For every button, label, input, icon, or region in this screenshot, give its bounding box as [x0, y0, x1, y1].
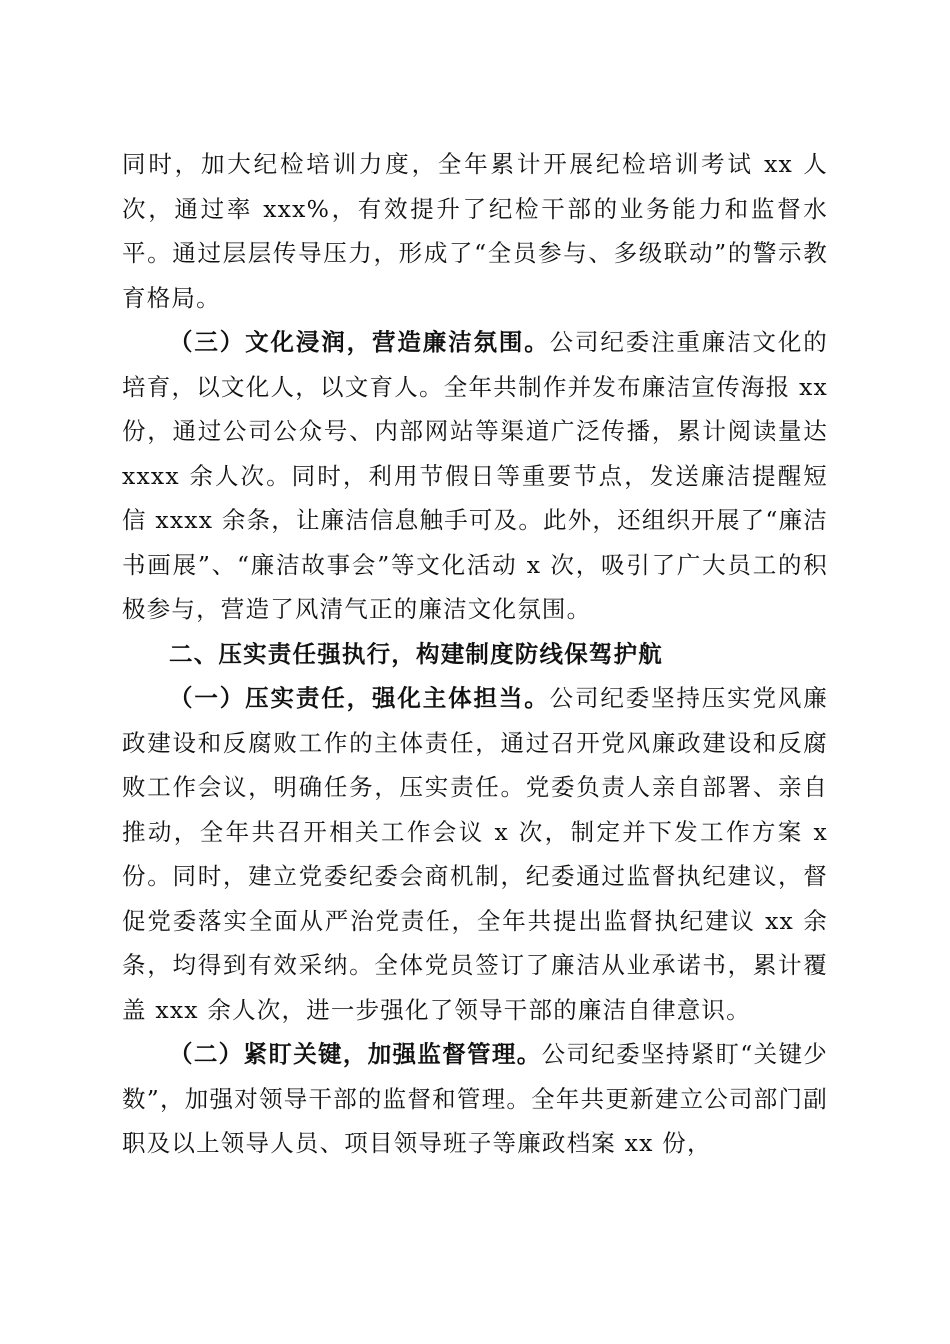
paragraph-culture: [122, 320, 828, 632]
paragraph-body: 公司纪委坚持压实党风廉政建设和反腐败工作的主体责任，通过召开党风廉政建设和反腐败工作会议，明确任务，压实责任。党委负责人亲自部署、亲自推动，全年共召开相关工作会议 x 次，制定并下发工作方案 x 份。同时，建立党委纪委会商机制，纪委通过监督执纪建议，督促党委落实全面从严治党责任，全年共提出监督执纪建议 xx 余条，均得到有效采纳。全体党员签订了廉洁从业承诺书，累计覆盖 xxx 余人次，进一步强化了领导干部的廉洁自律意识。: [122, 684, 828, 1024]
document-page: [122, 142, 828, 1166]
paragraph-body: 公司纪委注重廉洁文化的培育，以文化人，以文育人。全年共制作并发布廉洁宣传海报 xx 份，通过公司公众号、内部网站等渠道广泛传播，累计阅读量达 xxxx 余人次。同时，利用节假日等重要节点，发送廉洁提醒短信 xxxx 余条，让廉洁信息触手可及。此外，还组织开展了“廉洁书画展”、“廉洁故事会”等文化活动 x 次，吸引了广大员工的积极参与，营造了风清气正的廉洁文化氛围。: [122, 328, 828, 623]
paragraph-lead: （一）压实责任，强化主体担当。: [169, 684, 550, 712]
section-heading: 二、压实责任强执行，构建制度防线保驾护航: [169, 639, 663, 668]
paragraph-body: 公司纪委坚持紧盯“关键少数”，加强对领导干部的监督和管理。全年共更新建立公司部门副职及以上领导人员、项目领导班子等廉政档案 xx 份，: [122, 1040, 829, 1157]
paragraph-lead: （三）文化浸润，营造廉洁氛围。: [169, 328, 550, 356]
paragraph-responsibility: [122, 676, 828, 1032]
paragraph-lead: （二）紧盯关键，加强监督管理。: [169, 1040, 542, 1068]
paragraph-continuation: 同时，加大纪检培训力度，全年累计开展纪检培训考试 xx 人次，通过率 xxx%，有效提升了纪检干部的业务能力和监督水平。通过层层传导压力，形成了“全员参与、多级联动”的警示教育格局。: [122, 150, 828, 312]
paragraph-supervision: [122, 1032, 828, 1166]
